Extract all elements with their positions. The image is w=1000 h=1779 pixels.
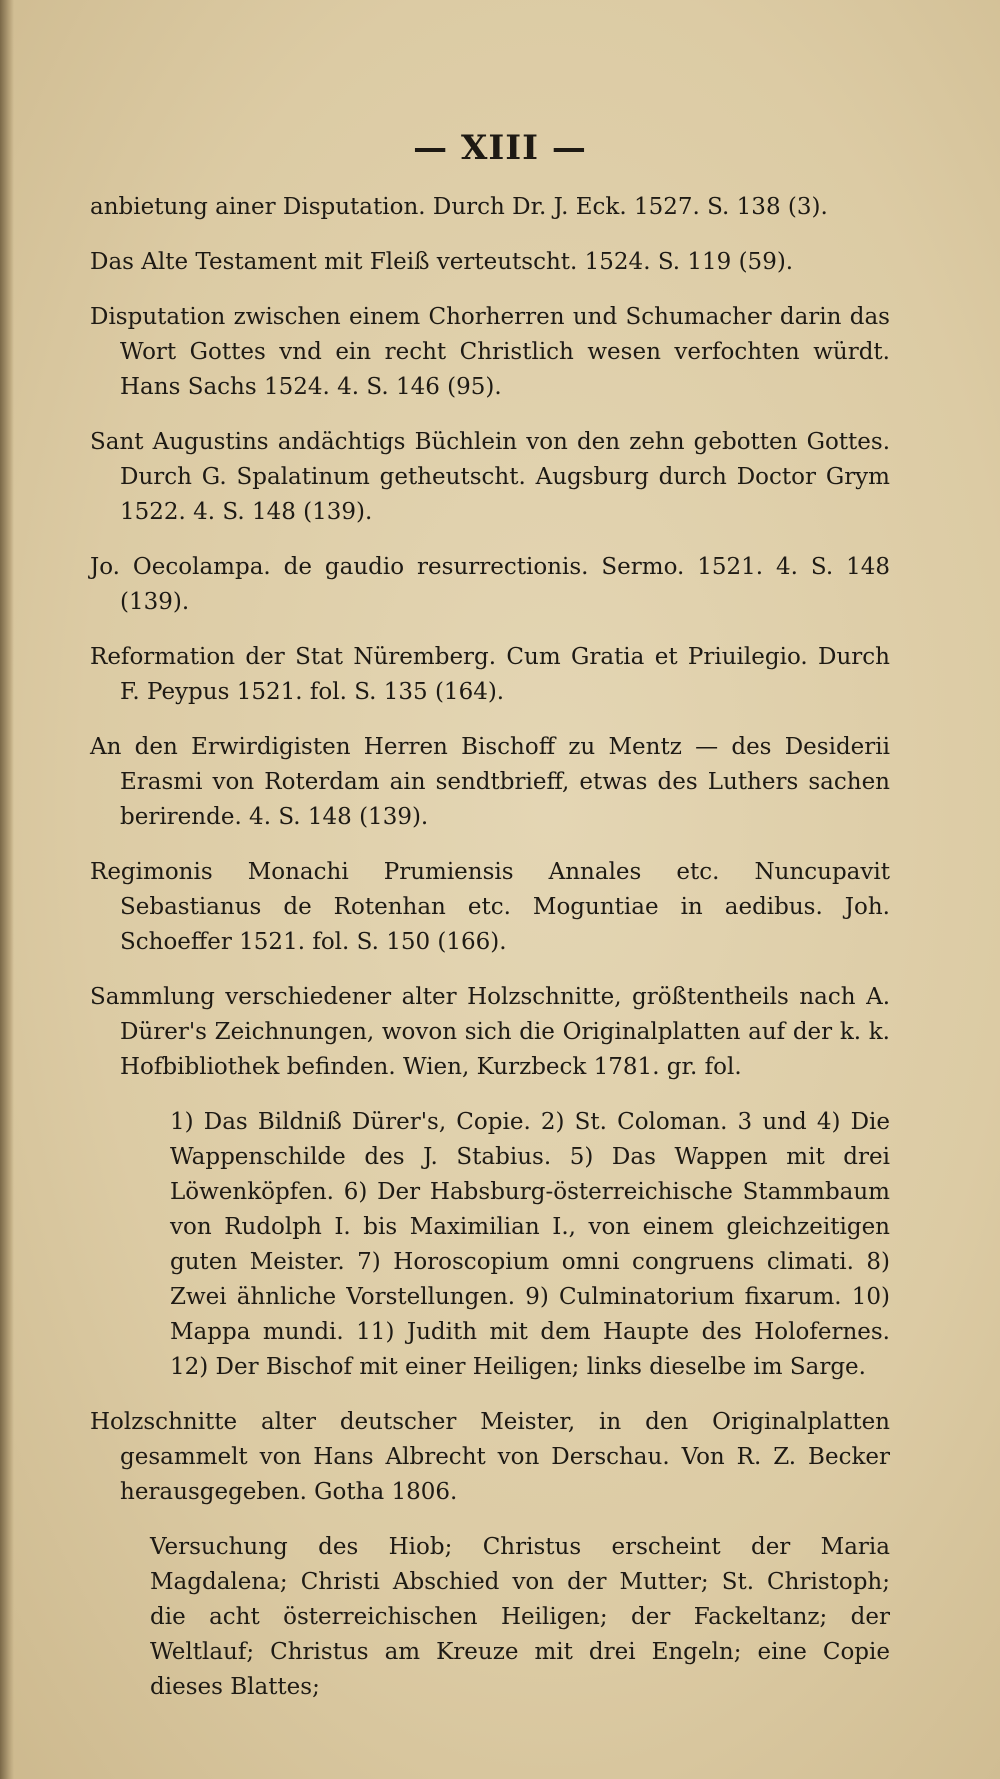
bibliography-entry: Regimonis Monachi Prumiensis Annales etc. Nuncupavit Sebastianus de Rotenhan etc. Moguntiae in aedibus. Joh. Schoeffer 1521. fol. S. 150 (166). xyxy=(90,859,890,955)
bibliography-entry: anbietung ainer Disputation. Durch Dr. J. Eck. 1527. S. 138 (3). xyxy=(90,194,828,220)
bibliography-entry: Jo. Oecolampa. de gaudio resurrectionis. Sermo. 1521. 4. S. 148 (139). xyxy=(90,554,890,615)
page-spine-shadow xyxy=(0,0,14,1779)
bibliography-entry: Sammlung verschiedener alter Holzschnitte, größtentheils nach A. Dürer's Zeichnungen, wovon sich die Originalplatten auf der k. k. Hofbibliothek befinden. Wien, Kurzbeck 1781. gr. fol. xyxy=(90,984,890,1080)
bibliography-entry: Das Alte Testament mit Fleiß verteutscht. 1524. S. 119 (59). xyxy=(90,249,794,275)
bibliography-entry: Reformation der Stat Nüremberg. Cum Gratia et Priuilegio. Durch F. Peypus 1521. fol. S. 135 (164). xyxy=(90,644,890,705)
bibliography-entry: Sant Augustins andächtigs Büchlein von den zehn gebotten Gottes. Durch G. Spalatinum getheutscht. Augsburg durch Doctor Grym 1522. 4. S. 148 (139). xyxy=(90,429,890,525)
page-number: — XIII — xyxy=(413,128,587,168)
bibliography-entry: Holzschnitte alter deutscher Meister, in den Originalplatten gesammelt von Hans Albrecht von Derschau. Von R. Z. Becker herausgegeben. Gotha 1806. xyxy=(90,1409,890,1505)
bibliography-sub-list: 1) Das Bildniß Dürer's, Copie. 2) St. Coloman. 3 und 4) Die Wappenschilde des J. Stabius. 5) Das Wappen mit drei Löwenköpfen. 6) Der Habsburg-österreichische Stammbaum von Rudolph I. bis Maximilian I., von einem gleichzeitigen guten Meister. 7) Horoscopium omni congruens climati. 8) Zwei ähnliche Vorstellungen. 9) Culminatorium fixarum. 10) Mappa mundi. 11) Judith mit dem Haupte des Holofernes. 12) Der Bischof mit einer Heiligen; links dieselbe im Sarge. xyxy=(170,1109,890,1380)
bibliography-entry: An den Erwirdigisten Herren Bischoff zu Mentz — des Desiderii Erasmi von Roterdam ain sendtbrieff, etwas des Luthers sachen berirende. 4. S. 148 (139). xyxy=(90,734,890,830)
bibliography-entry: Disputation zwischen einem Chorherren und Schumacher darin das Wort Gottes vnd ein recht Christlich wesen verfochten würdt. Hans Sachs 1524. 4. S. 146 (95). xyxy=(90,304,890,400)
bibliography-sub-list: Versuchung des Hiob; Christus erscheint der Maria Magdalena; Christi Abschied von der Mutter; St. Christoph; die acht österreichischen Heiligen; der Fackeltanz; der Weltlauf; Christus am Kreuze mit drei Engeln; eine Copie dieses Blattes; xyxy=(150,1534,890,1700)
page-body xyxy=(90,190,890,1705)
